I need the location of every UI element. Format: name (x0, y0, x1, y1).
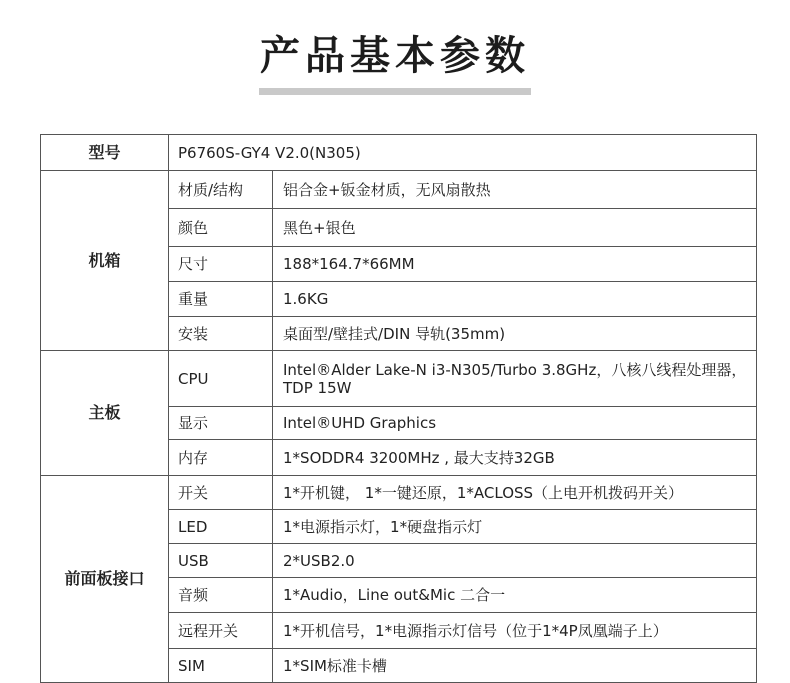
row-value: 铝合金+钣金材质，无风扇散热 (273, 171, 757, 209)
row-value: 桌面型/壁挂式/DIN 导轨(35mm) (273, 317, 757, 351)
table-row (41, 476, 757, 510)
row-label: SIM (169, 649, 273, 683)
model-label: 型号 (41, 135, 169, 171)
row-label: LED (169, 510, 273, 544)
row-label: 开关 (169, 476, 273, 510)
row-value: Intel®UHD Graphics (273, 407, 757, 440)
row-value: 1*SODDR4 3200MHz , 最大支持32GB (273, 440, 757, 476)
row-value: 1.6KG (273, 282, 757, 317)
row-value: 1*SIM标准卡槽 (273, 649, 757, 683)
row-label: 显示 (169, 407, 273, 440)
row-value: 1*电源指示灯，1*硬盘指示灯 (273, 510, 757, 544)
row-label: 材质/结构 (169, 171, 273, 209)
row-label: 远程开关 (169, 613, 273, 649)
row-value: Intel®Alder Lake-N i3-N305/Turbo 3.8GHz，八核八线程处理器，TDP 15W (273, 351, 757, 407)
row-value: 1*开机信号，1*电源指示灯信号（位于1*4P凤凰端子上） (273, 613, 757, 649)
row-label: 安装 (169, 317, 273, 351)
row-value: 黑色+银色 (273, 209, 757, 247)
table-row (41, 351, 757, 407)
page-title: 产品基本参数 (260, 33, 530, 79)
row-label: 尺寸 (169, 247, 273, 282)
group-label-front-panel: 前面板接口 (41, 476, 169, 683)
group-label-mainboard: 主板 (41, 351, 169, 476)
model-row (41, 135, 757, 171)
title-underline (259, 88, 531, 95)
group-label-chassis: 机箱 (41, 171, 169, 351)
row-value: 1*开机键， 1*一键还原，1*ACLOSS（上电开机拨码开关） (273, 476, 757, 510)
row-label: USB (169, 544, 273, 578)
row-value: 188*164.7*66MM (273, 247, 757, 282)
row-value: 2*USB2.0 (273, 544, 757, 578)
table-row (41, 171, 757, 209)
row-value: 1*Audio，Line out&Mic 二合一 (273, 578, 757, 613)
row-label: 内存 (169, 440, 273, 476)
spec-table (40, 134, 757, 683)
model-value: P6760S-GY4 V2.0(N305) (169, 135, 757, 171)
row-label: 音频 (169, 578, 273, 613)
row-label: CPU (169, 351, 273, 407)
row-label: 颜色 (169, 209, 273, 247)
row-label: 重量 (169, 282, 273, 317)
